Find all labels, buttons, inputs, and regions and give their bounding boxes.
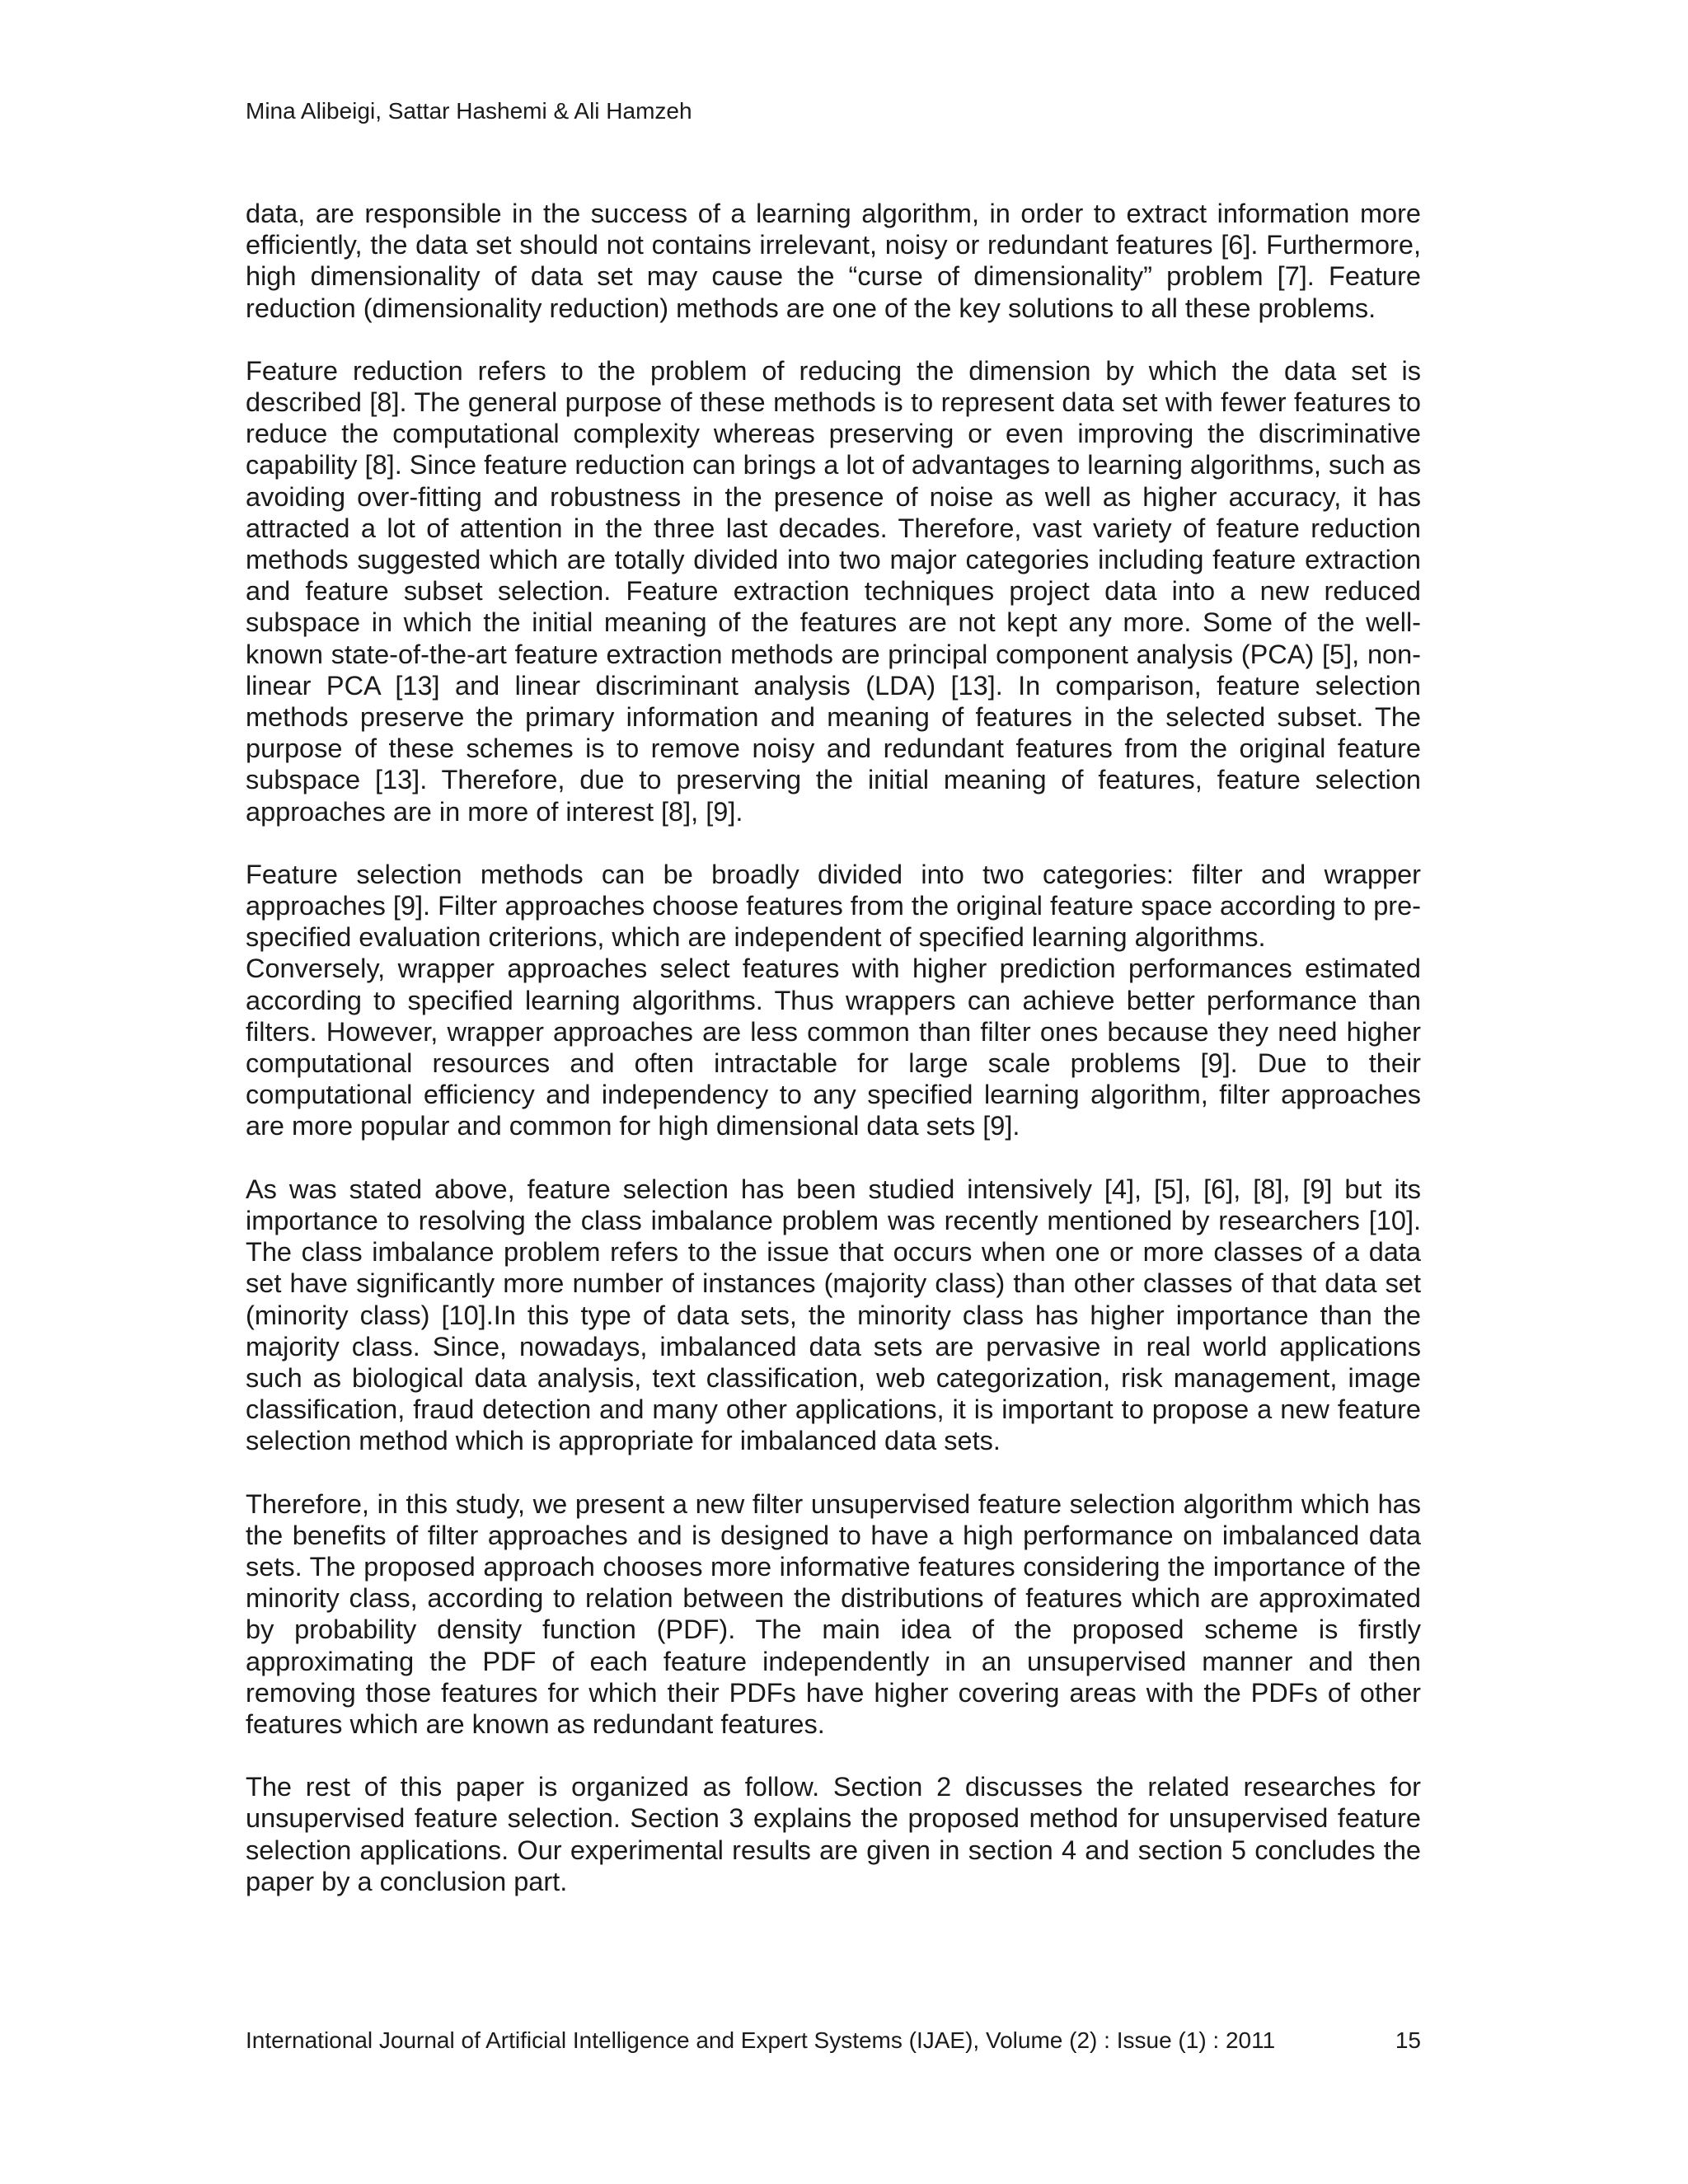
paragraph-wrapper-approaches: Conversely, wrapper approaches select features with higher prediction performances estimated according to specified learning algorithms. Thus wrappers can achieve better performance than filters. However, wrapper approaches are less common than filter ones because they need higher computational resources and often intractable for large scale problems [9]. Due to their computational efficiency and independency to any specified learning algorithm, filter approaches are more popular and common for high dimensional data sets [9]. [246, 954, 1421, 1141]
running-header-authors: Mina Alibeigi, Sattar Hashemi & Ali Hamzeh [246, 98, 692, 124]
paragraph-feature-reduction: Feature reduction refers to the problem of reducing the dimension by which the data set is described [8]. The general purpose of these methods is to represent data set with fewer features to reduce the computational complexity whereas preserving or even improving the discriminative capability [8]. Since feature reduction can brings a lot of advantages to learning algorithms, such as avoiding over-fitting and robustness in the presence of noise as well as higher accuracy, it has attracted a lot of attention in the three last decades. Therefore, vast variety of feature reduction methods suggested which are totally divided into two major categories including feature extraction and feature subset selection. Feature extraction techniques project data into a new reduced subspace in which the initial meaning of the features are not kept any more. Some of the well-known state-of-the-art feature extraction methods are principal component analysis (PCA) [5], non-linear PCA [13] and linear discriminant analysis (LDA) [13]. In comparison, feature selection methods preserve the primary information and meaning of features in the selected subset. The purpose of these schemes is to remove noisy and redundant features from the original feature subspace [13]. Therefore, due to preserving the initial meaning of features, feature selection approaches are in more of interest [8], [9]. [246, 355, 1421, 827]
body-text [246, 198, 1421, 1929]
paragraph-proposed-method: Therefore, in this study, we present a new filter unsupervised feature selection algorithm which has the benefits of filter approaches and is designed to have a high performance on imbalanced data sets. The proposed approach chooses more informative features considering the importance of the minority class, according to relation between the distributions of features which are approximated by probability density function (PDF). The main idea of the proposed scheme is firstly approximating the PDF of each feature independently in an unsupervised manner and then removing those features for which their PDFs have higher covering areas with the PDFs of other features which are known as redundant features. [246, 1488, 1421, 1739]
paragraph-class-imbalance: As was stated above, feature selection has been studied intensively [4], [5], [6], [8], [9] but its importance to resolving the class imbalance problem was recently mentioned by researchers [10]. The class imbalance problem refers to the issue that occurs when one or more classes of a data set have significantly more number of instances (majority class) than other classes of that data set (minority class) [10].In this type of data sets, the minority class has higher importance than the majority class. Since, nowadays, imbalanced data sets are pervasive in real world applications such as biological data analysis, text classification, web categorization, risk management, image classification, fraud detection and many other applications, it is important to propose a new feature selection method which is appropriate for imbalanced data sets. [246, 1174, 1421, 1456]
footer-journal-citation: International Journal of Artificial Intelligence and Expert Systems (IJAE), Volume (2) : Issue (1) : 2011 [246, 2027, 1276, 2053]
paragraph-paper-organization: The rest of this paper is organized as follow. Section 2 discusses the related researches for unsupervised feature selection. Section 3 explains the proposed method for unsupervised feature selection applications. Our experimental results are given in section 4 and section 5 concludes the paper by a conclusion part. [246, 1772, 1421, 1896]
paragraph-intro-continued: data, are responsible in the success of a learning algorithm, in order to extract information more efficiently, the data set should not contains irrelevant, noisy or redundant features [6]. Furthermore, high dimensionality of data set may cause the “curse of dimensionality” problem [7]. Feature reduction (dimensionality reduction) methods are one of the key solutions to all these problems. [246, 199, 1421, 323]
page-number: 15 [1395, 2027, 1421, 2053]
paragraph-feature-selection: Feature selection methods can be broadly divided into two categories: filter and wrapper approaches [9]. Filter approaches choose features from the original feature space according to pre-specified evaluation criterions, which are independent of specified learning algorithms. [246, 859, 1421, 953]
